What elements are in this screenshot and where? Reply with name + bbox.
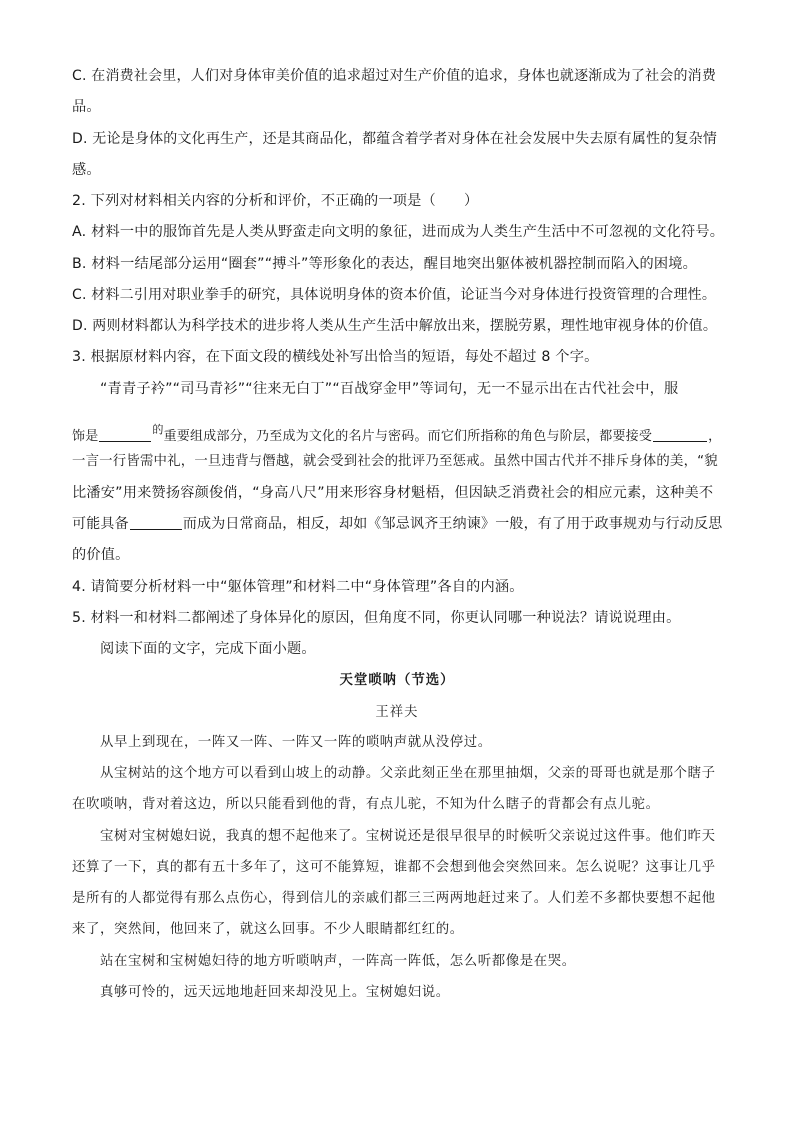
story-paragraph-3-line-4: 来了，突然间，他回来了，就这么回事。不少人眼睛都红红的。 [72,922,464,937]
story-paragraph-1: 从早上到现在，一阵又一阵、一阵又一阵的唢呐声就从没停过。 [100,735,492,750]
story-paragraph-5: 真够可怜的，远天远地地赶回来却没见上。宝树媳妇说。 [100,985,450,1000]
question-2-stem [72,191,724,211]
option-d-line-1: D. 无论是身体的文化再生产，还是其商品化，都蕴含着学者对身体在社会发展中失去原有属性的复杂情 [72,131,718,147]
question-4: 4. 请简要分析材料一中“躯体管理”和材料二中“身体管理”各自的内涵。 [72,579,524,595]
question-5: 5. 材料一和材料二都阐述了身体异化的原因，但角度不同，你更认同哪一种说法？请说说理由。 [72,610,681,626]
question-2-option-a: A. 材料一中的服饰首先是人类从野蛮走向文明的象征，进而成为人类生产生活中不可忽视的文化符号。 [72,224,725,240]
reading-instruction: 阅读下面的文字，完成下面小题。 [100,641,316,657]
text-run: 可能具备 [72,516,129,532]
question-3-paragraph-line-4: 比潘安”用来赞扬容颜俊俏，“身高八尺”用来形容身材魁梧，但因缺乏消费社会的相应元素，这种美不 [72,485,714,501]
question-3-paragraph-line-6: 的价值。 [72,547,130,563]
text-run: 重要组成部分，乃至成为文化的名片与密码。而它们所指称的角色与阶层，都要接受 [163,429,653,444]
question-2-option-d: D. 两则材料都认为科学技术的进步将人类从生产生活中解放出来，摆脱劳累，理性地审视身体的价值。 [72,318,718,334]
story-paragraph-4: 站在宝树和宝树媳妇待的地方听唢呐声，一阵高一阵低，怎么听都像是在哭。 [100,954,576,969]
text-run: 饰是 [72,429,99,444]
text-run: ， [708,429,722,444]
option-c-line-2: 品。 [72,99,101,115]
question-3-paragraph-line-5 [72,514,724,534]
story-paragraph-2-line-2: 在吹唢呐，背对着这边，所以只能看到他的背，有点儿驼，不知为什么瞎子的背都会有点儿驼。 [72,797,660,812]
story-paragraph-2-line-1: 从宝树站的这个地方可以看到山坡上的动静。父亲此刻正坐在那里抽烟，父亲的哥哥也就是那个瞎子 [100,766,716,781]
story-paragraph-3-line-2: 还算了一下，真的都有五十多年了，这可不能算短，谁都不会想到他会突然回来。怎么说呢？这事让几乎 [72,860,716,875]
question-3-paragraph-line-1: “青青子衿”“司马青衫”“往来无白丁”“百战穿金甲”等词句，无一不显示出在古代社会中，服 [100,381,679,397]
fill-blank-1 [99,427,151,442]
text-run: 而成为日常商品，相反，却如《邹忌讽齐王纳谏》一般，有了用于政事规劝与行动反思 [182,516,723,532]
option-d-line-2: 感。 [72,162,101,178]
question-3-paragraph-line-3: 一言一行皆需中礼，一旦违背与僭越，就会受到社会的批评乃至惩戒。虽然中国古代并不排斥身体的美，“貌 [72,454,718,469]
story-paragraph-3-line-1: 宝树对宝树媳妇说，我真的想不起他来了。宝树说还是很早很早的时候听父亲说过这件事。他们昨天 [100,829,716,844]
question-2-stem-text: 2. 下列对材料相关内容的分析和评价，不正确的一项是（ [72,193,436,209]
option-c-line-1: C. 在消费社会里，人们对身体审美价值的追求超过对生产价值的追求，身体也就逐渐成为了社会的消费 [72,68,717,84]
question-2-stem-close: ） [463,193,479,209]
question-2-option-b: B. 材料一结尾部分运用“圈套”“搏斗”等形象化的表达，醒目地突出躯体被机器控制而陷入的困境。 [72,256,698,272]
fill-blank-2 [653,427,707,442]
fill-blank-3 [130,515,182,530]
question-3-paragraph-line-2 [72,420,724,447]
text-run: 的 [152,423,164,436]
story-paragraph-3-line-3: 是所有的人都觉得有那么点伤心，得到信儿的亲戚们都三三两两地赶过来了。人们差不多都快要想不起他 [72,891,716,906]
question-3-stem: 3. 根据原材料内容，在下面文段的横线处补写出恰当的短语，每处不超过 8 个字。 [72,349,599,365]
question-2-option-c: C. 材料二引用对职业拳手的研究，具体说明身体的资本价值，论证当今对身体进行投资管理的合理性。 [72,287,717,303]
story-title: 天堂唢呐（节选） [339,672,455,688]
story-author: 王祥夫 [375,705,419,720]
